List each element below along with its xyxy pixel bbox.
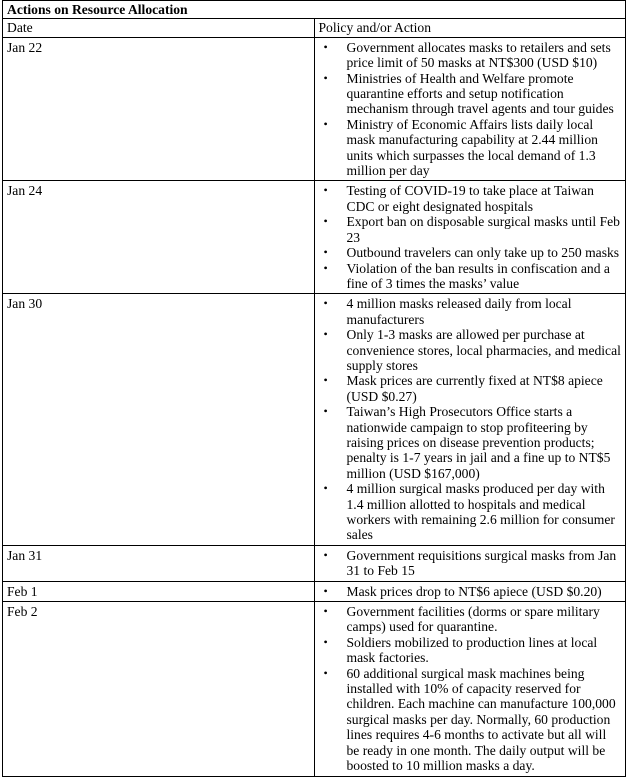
list-item [319, 296, 622, 327]
action-text: 4 million surgical masks produced per day with 1.4 million allotted to hospitals and medical workers with remaining 2.6 million for consumer sales [346, 481, 615, 543]
bullet-icon: • [323, 404, 328, 419]
list-item [319, 404, 622, 481]
action-text: Mask prices drop to NT$6 apiece (USD $0.20) [346, 583, 602, 599]
bullet-icon: • [323, 214, 328, 229]
action-list [319, 40, 622, 179]
action-text: 4 million masks released daily from local manufacturers [346, 296, 572, 327]
table-row [3, 545, 626, 581]
action-text: Testing of COVID-19 to take place at Taiwan CDC or eight designated hospitals [346, 183, 594, 214]
action-text: Violation of the ban results in confiscation and a fine of 3 times the masks’ value [346, 260, 610, 291]
table-row [3, 602, 626, 776]
row-actions [314, 545, 626, 581]
row-actions [314, 581, 626, 601]
header-date: Date [3, 19, 315, 37]
list-item [319, 261, 622, 292]
row-actions [314, 37, 626, 181]
action-text: Mask prices are currently fixed at NT$8 apiece (USD $0.27) [346, 373, 603, 404]
bullet-icon: • [323, 604, 328, 619]
header-policy: Policy and/or Action [314, 19, 626, 37]
bullet-icon: • [323, 245, 328, 260]
bullet-icon: • [323, 547, 328, 562]
action-text: Taiwan’s High Prosecutors Office starts a nationwide campaign to stop profiteering by raising prices on disease prevention products; penalty is 1-7 years in jail and a fine up to NT$5 million (USD $167,000) [346, 404, 611, 481]
bullet-icon: • [323, 665, 328, 680]
action-list [319, 183, 622, 291]
list-item [319, 183, 622, 214]
list-item [319, 40, 622, 71]
row-date: Feb 1 [3, 581, 315, 601]
bullet-icon: • [323, 327, 328, 342]
row-date: Feb 2 [3, 602, 315, 776]
table-row [3, 37, 626, 181]
row-actions [314, 294, 626, 546]
row-date: Jan 30 [3, 294, 315, 546]
action-text: Government requisitions surgical masks from Jan 31 to Feb 15 [346, 547, 617, 579]
list-item [319, 481, 622, 543]
table-row [3, 294, 626, 546]
table-header-row [3, 19, 626, 37]
bullet-icon: • [323, 373, 328, 388]
list-item [319, 117, 622, 179]
action-list [319, 296, 622, 543]
list-item [319, 71, 622, 117]
action-text: Outbound travelers can only take up to 250 masks [346, 245, 620, 261]
list-item [319, 548, 622, 579]
row-actions [314, 602, 626, 776]
list-item [319, 327, 622, 373]
row-actions [314, 181, 626, 294]
document [2, 0, 626, 777]
bullet-icon: • [323, 116, 328, 131]
bullet-icon: • [323, 183, 328, 198]
bullet-icon: • [323, 481, 328, 496]
row-date: Jan 24 [3, 181, 315, 294]
list-item [319, 584, 622, 599]
action-text: Only 1-3 masks are allowed per purchase at convenience stores, local pharmacies, and medical supply stores [346, 327, 621, 373]
bullet-icon: • [323, 70, 328, 85]
action-text: Government facilities (dorms or spare military camps) used for quarantine. [346, 604, 600, 635]
bullet-icon: • [323, 296, 328, 311]
action-text: Ministry of Economic Affairs lists daily local mask manufacturing capability at 2.44 million units which surpasses the local demand of 1.3 million per day [346, 116, 598, 179]
table-title: Actions on Resource Allocation [3, 1, 626, 19]
table-title-row [3, 1, 626, 19]
list-item [319, 666, 622, 774]
table-row [3, 181, 626, 294]
bullet-icon: • [323, 260, 328, 275]
action-list [319, 584, 622, 599]
list-item [319, 214, 622, 245]
action-list [319, 548, 622, 579]
bullet-icon: • [323, 583, 328, 598]
bullet-icon: • [323, 634, 328, 649]
table-row [3, 581, 626, 601]
list-item [319, 245, 622, 260]
resource-allocation-table [2, 0, 626, 777]
action-list [319, 604, 622, 773]
list-item [319, 373, 622, 404]
bullet-icon: • [323, 39, 328, 54]
action-text: Export ban on disposable surgical masks until Feb 23 [346, 214, 620, 245]
row-date: Jan 31 [3, 545, 315, 581]
action-text: 60 additional surgical mask machines being installed with 10% of capacity reserved for children. Each machine can manufacture 100,000 surgical masks per day. Normally, 60 production lines requires 4-6 months to activate but all will be ready in one month. The daily output will be boosted to 10 million masks a day. [346, 665, 616, 774]
row-date: Jan 22 [3, 37, 315, 181]
action-text: Soldiers mobilized to production lines at local mask factories. [346, 634, 598, 666]
action-text: Ministries of Health and Welfare promote quarantine efforts and setup notification mechanism through travel agents and tour guides [346, 70, 614, 117]
list-item [319, 635, 622, 666]
action-text: Government allocates masks to retailers and sets price limit of 50 masks at NT$300 (USD $10) [346, 39, 611, 71]
list-item [319, 604, 622, 635]
